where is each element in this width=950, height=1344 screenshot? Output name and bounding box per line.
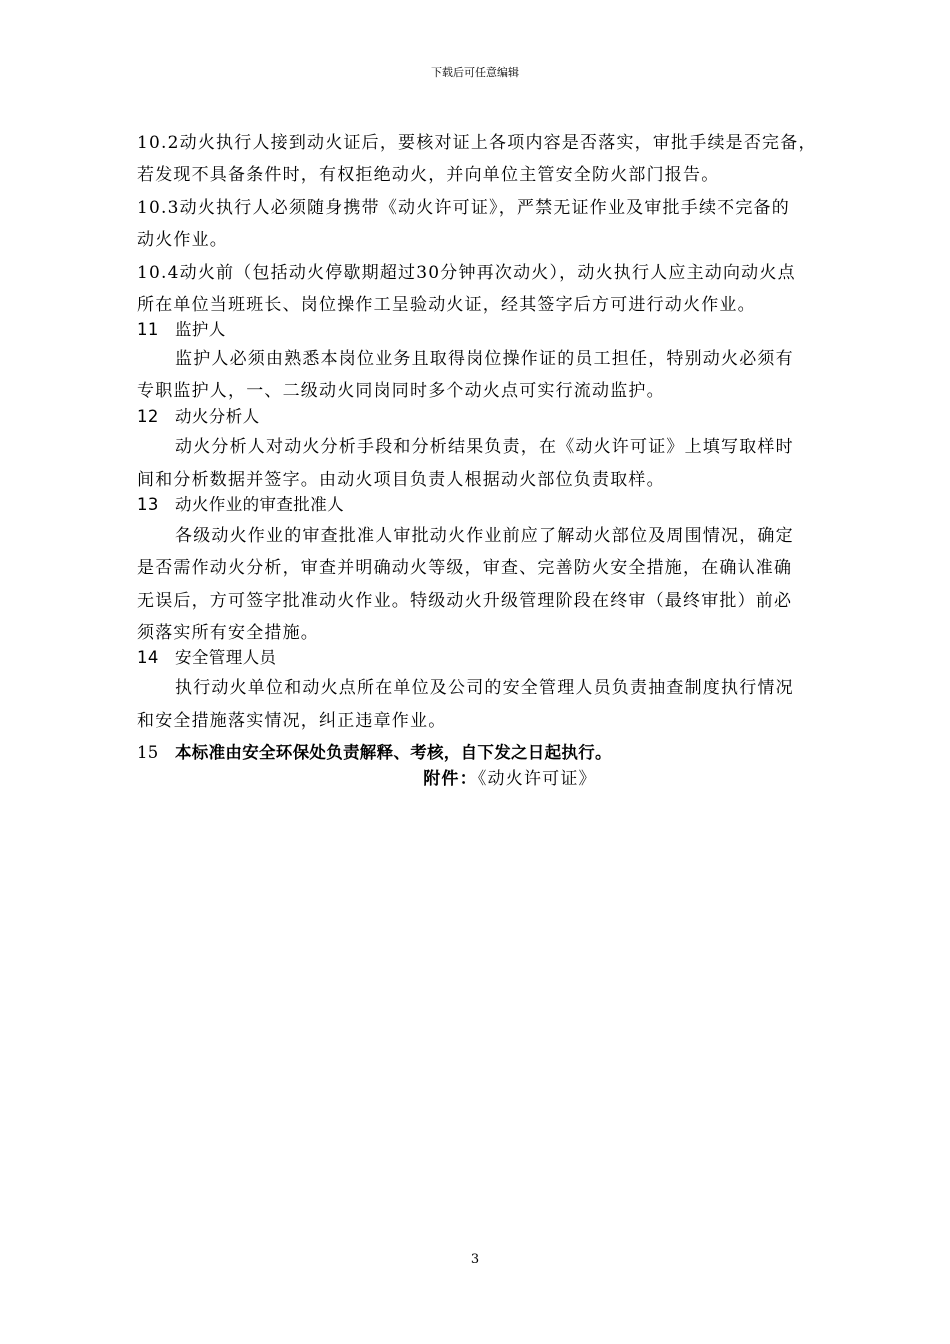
section-13-heading [137,494,857,516]
section-12-title: 动火分析人 [175,407,260,426]
section-14-number: 14 [137,648,159,667]
page-number: 3 [470,1252,480,1267]
section-12-line-1: 动火分析人对动火分析手段和分析结果负责，在《动火许可证》上填写取样时 [175,437,794,457]
paragraph-10-4-line-1: 10.4动火前（包括动火停歇期超过30分钟再次动火），动火执行人应主动向动火点 [137,263,796,283]
section-14-title: 安全管理人员 [175,648,277,667]
section-14-heading [137,647,857,669]
section-15-text: 本标准由安全环保处负责解释、考核，自下发之日起执行。 [175,743,612,762]
paragraph-10-2-line-2: 若发现不具备条件时，有权拒绝动火，并向单位主管安全防火部门报告。 [137,165,720,185]
section-12-number: 12 [137,407,159,426]
section-13-number: 13 [137,495,159,514]
section-14-line-1: 执行动火单位和动火点所在单位及公司的安全管理人员负责抽查制度执行情况 [175,678,794,698]
section-12-heading [137,406,857,428]
paragraph-10-2-line-1: 10.2动火执行人接到动火证后，要核对证上各项内容是否落实，审批手续是否完备， [137,133,817,153]
attachment-line [0,768,950,790]
section-12-line-2: 间和分析数据并签字。由动火项目负责人根据动火部位负责取样。 [137,470,665,490]
section-13-line-2: 是否需作动火分析，审查并明确动火等级，审查、完善防火安全措施，在确认准确 [137,558,793,578]
section-11-title: 监护人 [175,320,226,339]
section-11-heading [137,319,857,341]
section-14-line-2: 和安全措施落实情况，纠正违章作业。 [137,711,447,731]
attachment-label: 附件： [423,769,478,789]
paragraph-10-3-line-1: 10.3动火执行人必须随身携带《动火许可证》，严禁无证作业及审批手续不完备的 [137,198,790,218]
section-11-line-2: 专职监护人，一、二级动火同岗同时多个动火点可实行流动监护。 [137,381,665,401]
paragraph-10-3-line-2: 动火作业。 [137,230,228,250]
attachment-title: 《动火许可证》 [477,769,597,789]
section-11-number: 11 [137,320,159,339]
section-13-line-4: 须落实所有安全措施。 [137,623,319,643]
section-13-line-1: 各级动火作业的审查批准人审批动火作业前应了解动火部位及周围情况，确定 [175,526,794,546]
section-11-line-1: 监护人必须由熟悉本岗位业务且取得岗位操作证的员工担任，特别动火必须有 [175,349,794,369]
page-header: 下载后可任意编辑 [431,66,519,79]
section-13-line-3: 无误后，方可签字批准动火作业。特级动火升级管理阶段在终审（最终审批）前必 [137,591,793,611]
paragraph-10-4-line-2: 所在单位当班班长、岗位操作工呈验动火证，经其签字后方可进行动火作业。 [137,295,756,315]
section-15 [137,742,857,764]
section-15-number: 15 [137,743,159,762]
section-13-title: 动火作业的审查批准人 [175,495,344,514]
